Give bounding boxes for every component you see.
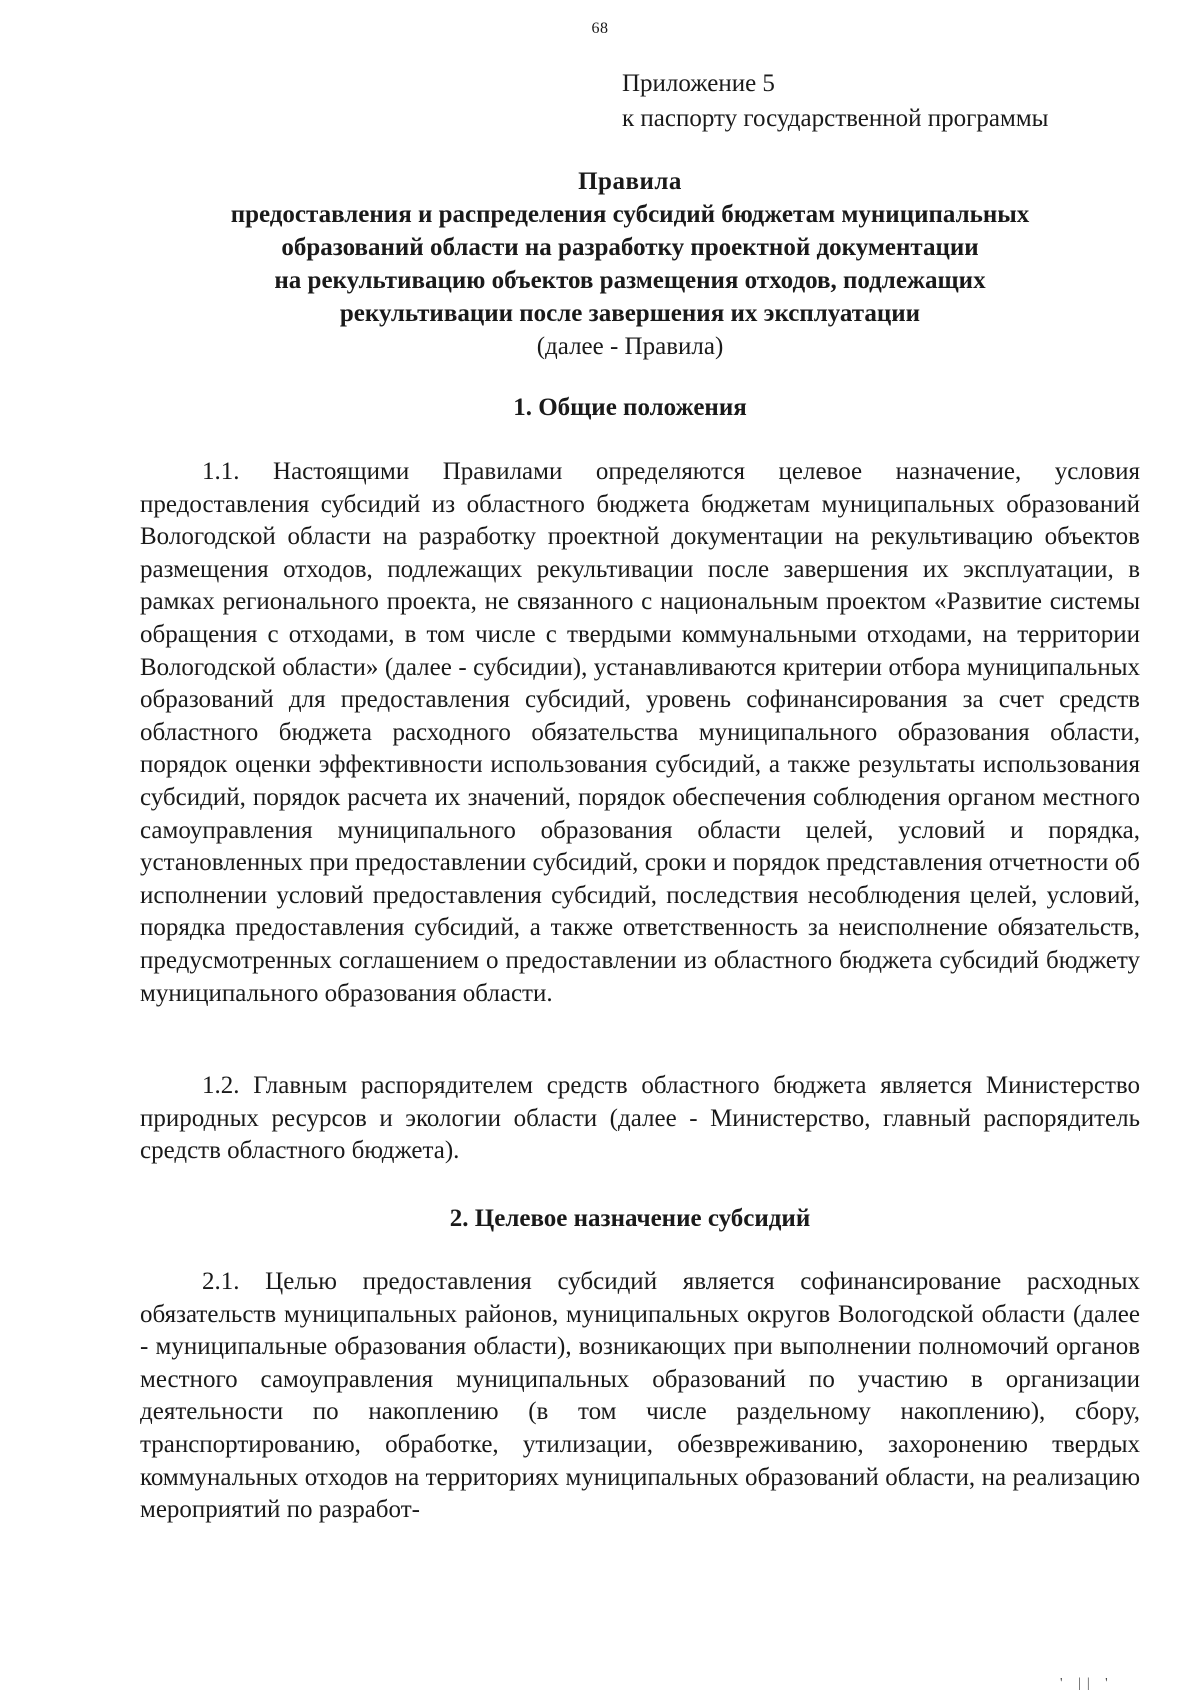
appendix-line-1: Приложение 5 — [622, 70, 775, 97]
paragraph-1-2: 1.2. Главным распорядителем средств областного бюджета является Министерство природных ресурсов и экологии области (далее - Министерство, главный распорядитель средств областного бюджета). — [140, 1072, 1140, 1165]
paragraph-2-1: 2.1. Целью предоставления субсидий является софинансирование расходных обязательств муниципальных районов, муниципальных округов Вологодской области (далее - муниципальные образования области), возникающих при выполнении полномочий органов местного самоуправления муниципальных образований по участию в организации деятельности по накоплению (в том числе раздельному накоплению), сбору, транспортированию, обработке, утилизации, обезвреживанию, захоронению твердых коммунальных отходов на территориях муниципальных образований области, на реализацию мероприятий по разработ- — [140, 1268, 1140, 1524]
title-line-2: образований области на разработку проектной документации — [281, 234, 979, 261]
title-line-4: рекультивации после завершения их эксплуатации — [339, 300, 921, 327]
page-number: 68 — [591, 20, 609, 37]
title-main: Правила — [578, 168, 682, 195]
appendix-reference — [622, 66, 1142, 136]
title-subtitle: (далее - Правила) — [536, 333, 724, 360]
title-line-1: предоставления и распределения субсидий бюджетам муниципальных — [230, 201, 1030, 228]
document-title — [150, 165, 1110, 363]
scan-marks: ' || ' — [1060, 1676, 1114, 1691]
section-heading-purpose: 2. Целевое назначение субсидий — [449, 1205, 811, 1232]
title-line-3: на рекультивацию объектов размещения отходов, подлежащих — [274, 267, 986, 294]
appendix-line-2: к паспорту государственной программы — [622, 105, 1049, 132]
section-heading-general: 1. Общие положения — [513, 394, 747, 421]
paragraph-1-1: 1.1. Настоящими Правилами определяются целевое назначение, условия предоставления субсидий из областного бюджета бюджетам муниципальных образований Вологодской области на разработку проектной документации на рекультивацию объектов размещения отходов, подлежащих рекультивации после завершения их эксплуатации, в рамках регионального проекта, не связанного с национальным проектом «Развитие системы обращения с отходами, в том числе с твердыми коммунальными отходами, на территории Вологодской области» (далее - субсидии), устанавливаются критерии отбора муниципальных образований для предоставления субсидий, уровень софинансирования за счет средств областного бюджета расходного обязательства муниципального образования области, порядок оценки эффективности использования субсидий, а также результаты использования субсидий, порядок расчета их значений, порядок обеспечения соблюдения органом местного самоуправления муниципального образования области целей, условий и порядка, установленных при предоставлении субсидий, сроки и порядок представления отчетности об исполнении условий предоставления субсидий, последствия несоблюдения целей, условий, порядка предоставления субсидий, а также ответственность за неисполнение обязательств, предусмотренных соглашением о предоставлении из областного бюджета субсидий бюджету муниципального образования области. — [140, 458, 1140, 1007]
